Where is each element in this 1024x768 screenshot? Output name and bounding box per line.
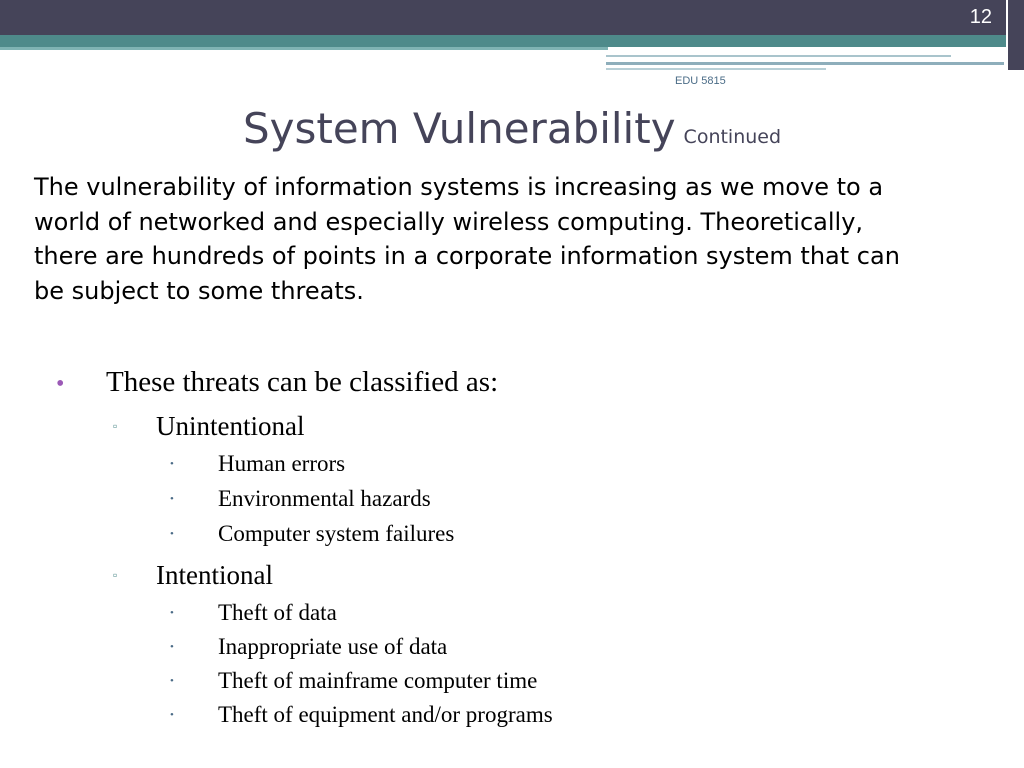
header-band-dark bbox=[0, 0, 1024, 35]
list-heading-item bbox=[0, 360, 1024, 404]
header-stripe bbox=[606, 62, 1004, 65]
list-item-label: Computer system failures bbox=[218, 521, 455, 546]
header-stripe bbox=[606, 68, 826, 70]
list-item bbox=[0, 599, 1024, 627]
title-main: System Vulnerability bbox=[242, 104, 676, 153]
slide-number: 12 bbox=[969, 6, 992, 28]
course-code: EDU 5815 bbox=[675, 75, 726, 87]
list-item bbox=[0, 633, 1024, 661]
bullet-icon: • bbox=[170, 528, 174, 540]
square-bullet-icon: ▫ bbox=[113, 419, 118, 433]
header-stripe bbox=[606, 55, 951, 57]
list-item-label: Human errors bbox=[218, 451, 346, 476]
category-item-unintentional bbox=[0, 410, 1024, 442]
list-item-label: Environmental hazards bbox=[218, 486, 431, 511]
list-item bbox=[0, 520, 1024, 548]
category-item-intentional bbox=[0, 559, 1024, 591]
bullet-icon: • bbox=[170, 709, 174, 721]
bullet-icon: • bbox=[170, 458, 174, 470]
list-item bbox=[0, 450, 1024, 478]
square-bullet-icon: ▫ bbox=[113, 568, 118, 582]
category-label: Unintentional bbox=[156, 411, 305, 441]
list-item-label: Theft of equipment and/or programs bbox=[218, 702, 553, 727]
bullet-icon: • bbox=[170, 607, 174, 619]
list-item-label: Theft of data bbox=[218, 600, 337, 625]
list-item bbox=[0, 485, 1024, 513]
header-band-teal-light bbox=[0, 47, 608, 50]
slide-title bbox=[0, 104, 1024, 153]
bullet-icon: • bbox=[170, 493, 174, 505]
list-item-label: Theft of mainframe computer time bbox=[218, 668, 538, 693]
header-corner-tab bbox=[1006, 0, 1024, 70]
header-band-teal bbox=[0, 35, 1024, 47]
intro-paragraph: The vulnerability of information systems is increasing as we move to a world of networked and especially wireless computing. Theoretically, there are hundreds of points in a corporate information system that can be subject to some threats. bbox=[34, 173, 900, 305]
list-item bbox=[0, 701, 1024, 729]
bullet-icon: • bbox=[170, 641, 174, 653]
title-subtitle: Continued bbox=[683, 126, 782, 148]
list-item-label: Inappropriate use of data bbox=[218, 634, 448, 659]
category-label: Intentional bbox=[156, 560, 273, 590]
list-heading: These threats can be classified as: bbox=[106, 366, 499, 398]
list-item bbox=[0, 667, 1024, 695]
bullet-icon: • bbox=[170, 675, 174, 687]
bullet-icon: • bbox=[56, 371, 65, 397]
